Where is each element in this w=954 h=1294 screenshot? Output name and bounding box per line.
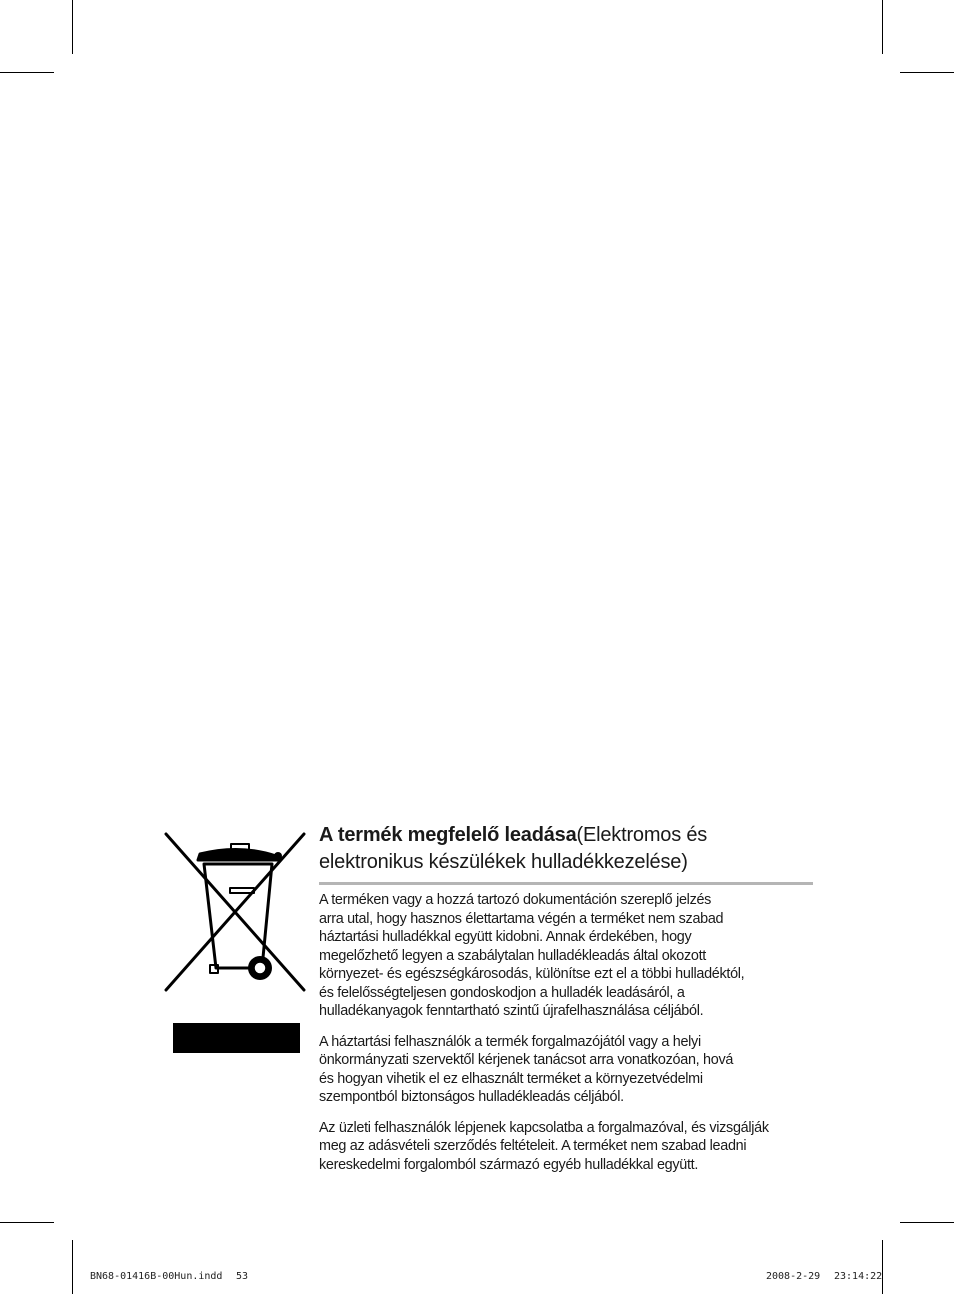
crop-mark-top-right-vertical: [882, 0, 883, 54]
crop-mark-bottom-left-horizontal: [0, 1222, 54, 1223]
notice-title: [319, 822, 813, 876]
notice-paragraph-3: Az üzleti felhasználók lépjenek kapcsolatba a forgalmazóval, és vizsgálják meg az adásvételi szerződés feltételeit. A terméket nem szabad leadni kereskedelmi forgalomból származó egyéb hulladékkal együtt.: [319, 1119, 769, 1173]
notice-title-rest-line1: (Elektromos és: [576, 824, 708, 846]
footer-time: 23:14:22: [834, 1271, 883, 1282]
crop-mark-top-left-horizontal: [0, 72, 54, 73]
crossed-out-wheelie-bin-icon: [160, 830, 310, 995]
footer-date: 2008-2-29: [766, 1271, 821, 1282]
notice-title-bold: A termék megfelelő leadása: [319, 824, 577, 846]
crop-mark-top-right-horizontal: [900, 72, 954, 73]
crop-mark-top-left-vertical: [72, 0, 73, 54]
footer-page-number: 53: [236, 1271, 249, 1282]
disposal-notice: [319, 822, 813, 1186]
black-label-bar: [173, 1023, 300, 1053]
crop-mark-bottom-left-vertical: [72, 1240, 73, 1294]
crop-mark-bottom-right-vertical: [882, 1240, 883, 1294]
notice-title-rest-line2: elektronikus készülékek hulladékkezelése): [319, 851, 688, 873]
notice-paragraph-2: A háztartási felhasználók a termék forgalmazójától vagy a helyi önkormányzati szervektől kérjenek tanácsot arra vonatkozóan, hová és hogyan vihetik el ez elhasznált terméket a környezetvédelmi szempontból biztonságos hulladékleadás céljából.: [319, 1033, 734, 1105]
crop-mark-bottom-right-horizontal: [900, 1222, 954, 1223]
footer-file-name: BN68-01416B-00Hun.indd: [90, 1271, 223, 1282]
notice-paragraph-1: A terméken vagy a hozzá tartozó dokumentáción szereplő jelzés arra utal, hogy hasznos élettartama végén a terméket nem szabad háztartási hulladékkal együtt kidobni. Annak érdekében, hogy megelőzhető legyen a szabálytalan hulladékleadás által okozott környezet- és egészségkárosodás, különítse ezt el a többi hulladéktól, és felelősségteljesen gondoskodjon a hulladék leadásáról, a hulladékanyagok fenntartható szintű újrafelhasználása céljából.: [319, 892, 745, 1019]
title-underline: [319, 882, 813, 885]
